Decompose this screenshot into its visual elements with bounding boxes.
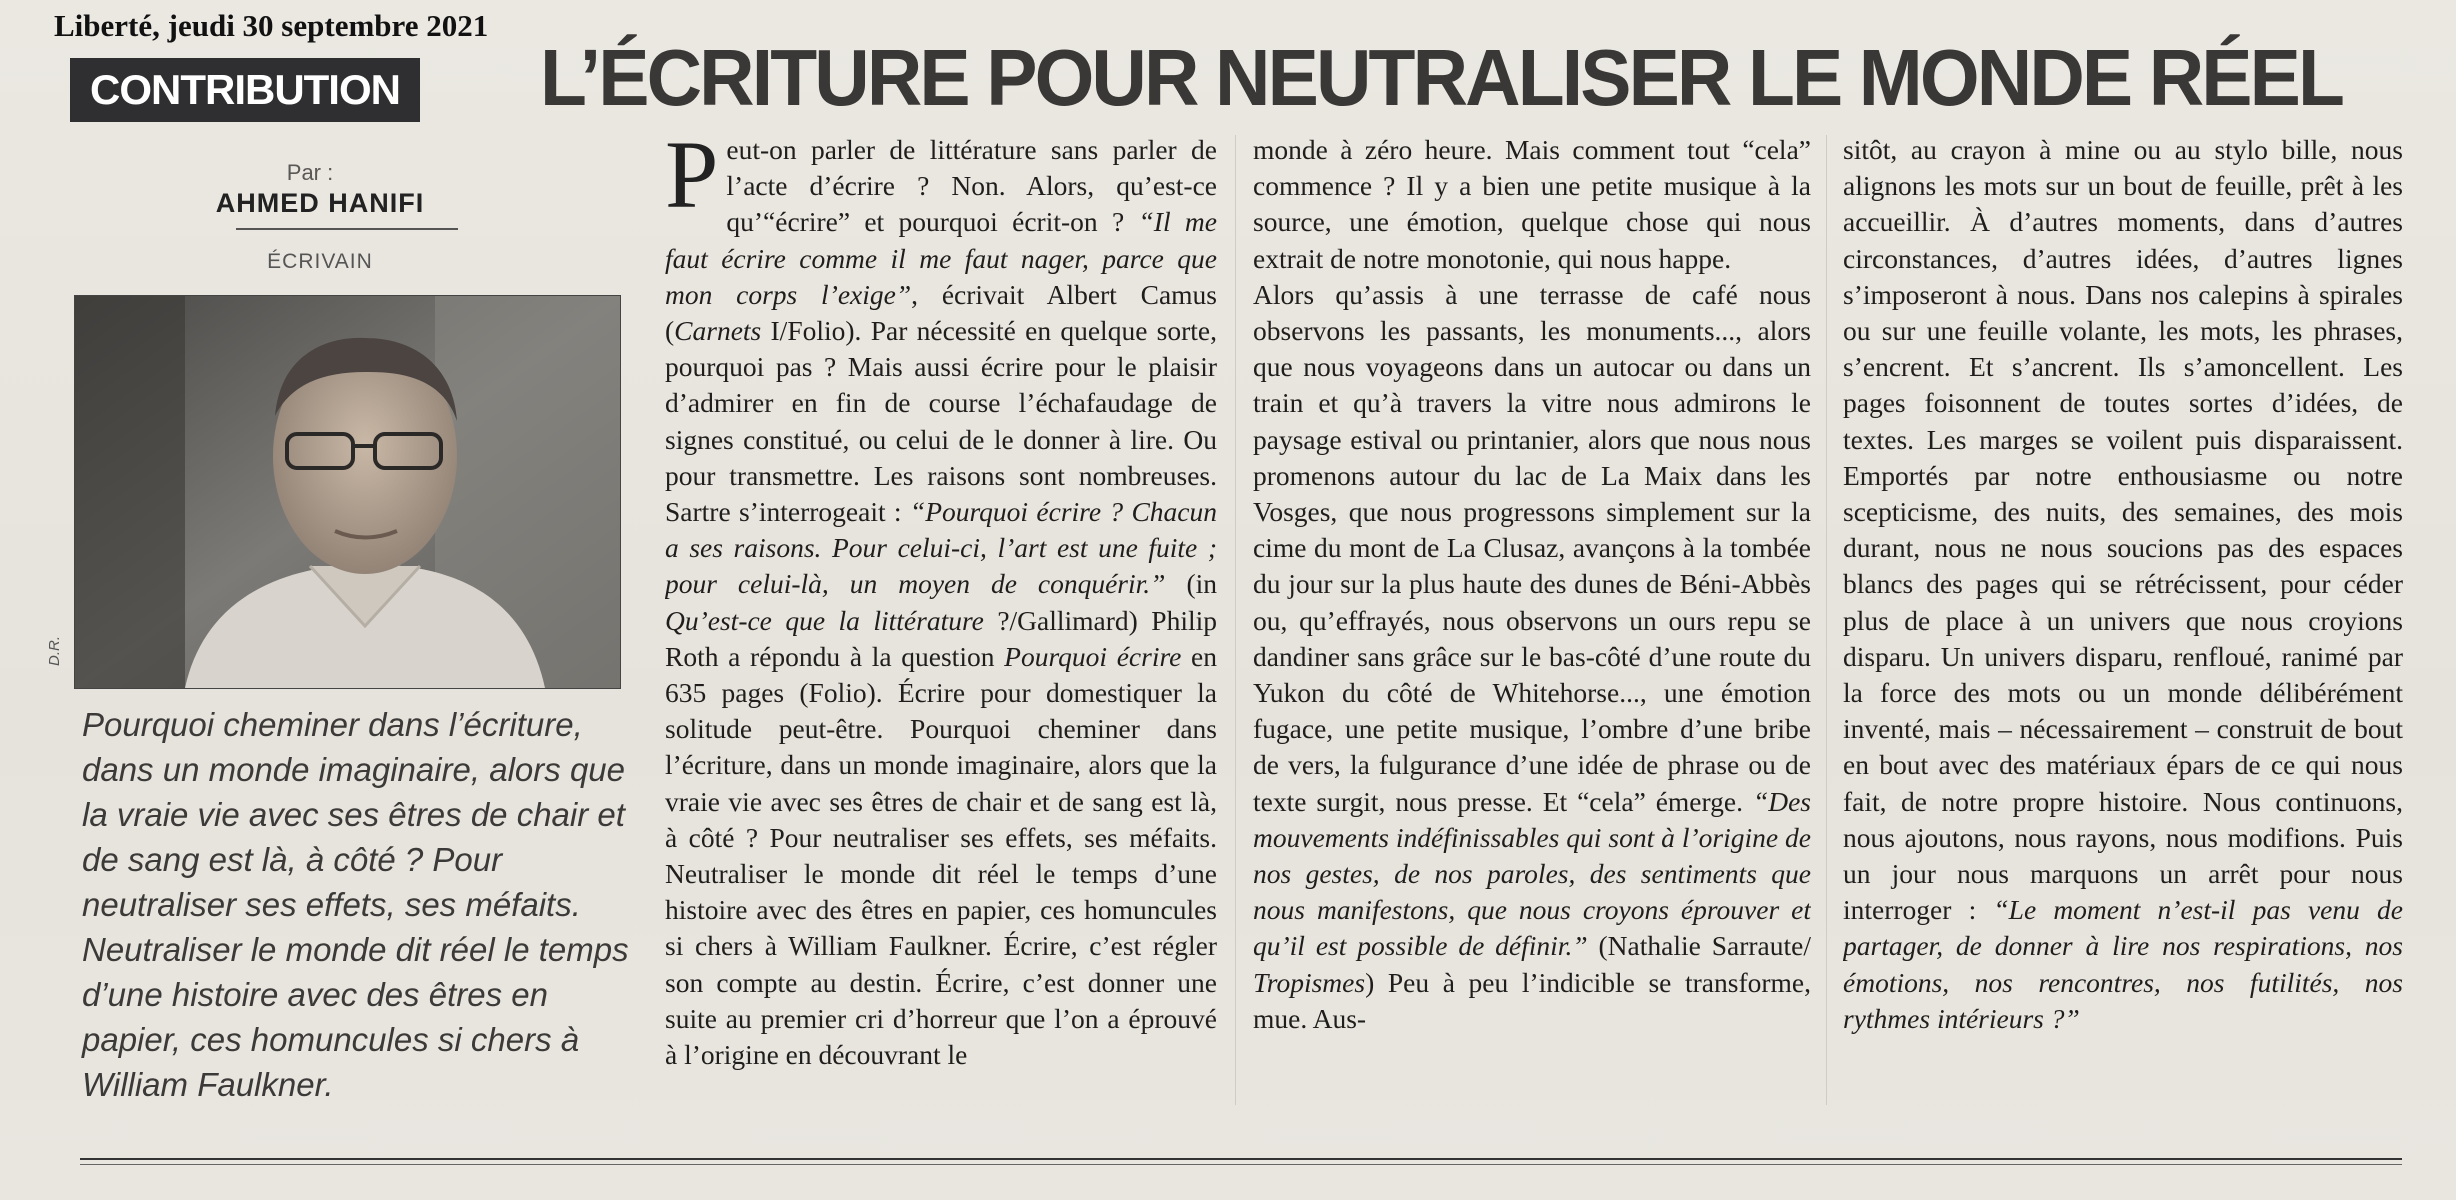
author-role: ÉCRIVAIN xyxy=(267,250,373,273)
quote-sartre: “Pourquoi écrire ? Chacun a ses raisons. Pour celui-ci, l’art est une fuite ; pour celui-là, un moyen de conquérir.” xyxy=(665,496,1217,600)
text-run: I/Folio). Par nécessité en quelque sorte, pourquoi pas ? Mais aussi écrire pour le plaisir d’admirer en fin de course l’échafaudage de signes constitué, ou celui de le donner à lire. Ou pour transmettre. Les raisons sont nombreuses. Sartre s’interrogeait : xyxy=(665,315,1217,528)
article-column-2 xyxy=(1253,132,1811,1112)
quote-camus: “Il me faut écrire comme il me faut nager, parce que mon corps l’exige” xyxy=(665,206,1217,310)
byline-rule xyxy=(236,228,458,230)
article-paragraph xyxy=(665,132,1217,1073)
bottom-rule-thin xyxy=(80,1164,2402,1165)
article-paragraph xyxy=(1253,277,1811,1037)
column-separator xyxy=(1826,135,1827,1105)
headline: L’ÉCRITURE POUR NEUTRALISER LE MONDE RÉEL xyxy=(540,33,2343,122)
photo-credit: D.R. xyxy=(46,636,63,666)
article-paragraph xyxy=(1843,132,2403,1037)
source-title: Carnets xyxy=(674,315,762,347)
source-title: Tropismes xyxy=(1253,966,1366,998)
text-run: (in xyxy=(1165,568,1217,600)
quote-sarraute: “Des mouvements indéfinissables qui sont à l’origine de nos gestes, de nos paroles, des sentiments que nous manifestons, que nous croyons éprouver et qu’il est possible de définir.” xyxy=(1253,785,1811,962)
dateline: Liberté, jeudi 30 septembre 2021 xyxy=(54,8,489,43)
text-run: ?/Gallimard) Philip Roth a répondu à la question xyxy=(665,604,1217,672)
portrait-image xyxy=(75,296,620,688)
text-run: sitôt, au crayon à mine ou au stylo bille, nous alignons les mots sur un bout de feuille, prêt à les accueillir. À d’autres moments, dans d’autres circonstances, d’autres idées, d’autres lignes s’imposeront à nous. Dans nos calepins à spirales ou sur une feuille volante, les mots, les phrases, s’encrent. Et s’ancrent. Ils s’amoncellent. Les pages foisonnent de toutes sortes d’idées, de textes. Les marges se voilent puis disparaissent. Emportés par notre enthousiasme ou notre scepticisme, des nuits, des semaines, des mois durant, nous ne nous soucions pas des espaces blancs des pages qui se rétrécissent, pour céder plus de place à un univers que nous croyions disparu. Un univers disparu, renfloué, ranimé par la force des mots ou un monde délibérément inventé, mais – nécessairement – construit de bout en bout avec des matériaux épars de ce qui nous fait, de notre propre histoire. Nous continuons, nous ajoutons, nous rayons, nous modifions. Puis un jour nous marquons un arrêt pour nous interroger : xyxy=(1843,134,2403,926)
closing-quote: “Le moment n’est-il pas venu de partager, de donner à lire nos respirations, nos émotions, nos rencontres, nos futilités, nos rythmes intérieurs ?” xyxy=(1843,894,2403,1034)
pull-quote: Pourquoi cheminer dans l’écriture, dans un monde imaginaire, alors que la vraie vie avec ses êtres de chair et de sang est là, à côté ? Pour neutraliser ses effets, ses méfaits. Neutraliser le monde dit réel le temps d’une histoire avec des êtres en papier, ces homuncules si chers à William Faulkner. xyxy=(82,706,629,1103)
article-column-3 xyxy=(1843,132,2403,1112)
author-photo xyxy=(74,295,621,689)
drop-cap: P xyxy=(665,132,719,228)
text-run: ) Peu à peu l’indicible se transforme, mue. Aus- xyxy=(1253,966,1811,1034)
column-separator xyxy=(1235,135,1236,1105)
bottom-rule xyxy=(80,1158,2402,1160)
section-rubric: CONTRIBUTION xyxy=(70,58,420,122)
byline-prefix: Par : xyxy=(286,160,334,185)
text-run: , écrivait Albert Camus ( xyxy=(665,278,1217,347)
article-column-1 xyxy=(665,132,1217,1112)
text-run: eut-on parler de littérature sans parler de l’acte d’écrire ? Non. Alors, qu’est-ce qu’“écrire” et pourquoi écrit-on ? xyxy=(726,134,1217,238)
text-run: (Nathalie Sarraute/ xyxy=(1587,930,1811,962)
article-paragraph: monde à zéro heure. Mais comment tout “cela” commence ? Il y a bien une petite musique à la source, une émotion, quelque chose qui nous extrait de notre monotonie, qui nous happe. xyxy=(1253,134,1811,274)
text-run: Alors qu’assis à une terrasse de café nous observons les passants, les monuments..., alors que nous voyageons dans un autocar ou dans un train et qu’à travers la vitre nous admirons le paysage estival ou printanier, alors que nous nous promenons autour du lac de La Maix dans les Vosges, que nous progressons simplement sur la cime du mont de La Clusaz, avançons à la tombée du jour sur la plus haute des dunes de Béni-Abbès ou, qu’effrayés, nous observons un ours repu se dandiner sans grâce sur le bas-côté d’une route du Yukon du côté de Whitehorse..., une émotion fugace, une petite musique, l’ombre d’une bribe de vers, la fulgurance d’une idée de phrase ou de texte surgit, nous presse. Et “cela” émerge. xyxy=(1253,278,1811,817)
text-run: en 635 pages (Folio). Écrire pour domestiquer la solitude peut-être. Pourquoi cheminer dans l’écriture, dans un monde imaginaire, alors que la vraie vie avec ses êtres de chair et de sang est là, à côté ? Pour neutraliser ses effets, ses méfaits. Neutraliser le monde dit réel le temps d’une histoire avec des êtres en papier, ces homuncules si chers à William Faulkner. Écrire, c’est régler son compte au destin. Écrire, c’est donner une suite au premier cri d’horreur que l’on a éprouvé à l’origine en découvrant le xyxy=(665,640,1217,1071)
author-name: AHMED HANIFI xyxy=(215,188,425,218)
source-title: Qu’est-ce que la littérature xyxy=(665,604,984,636)
source-title: Pourquoi écrire xyxy=(1004,640,1182,672)
